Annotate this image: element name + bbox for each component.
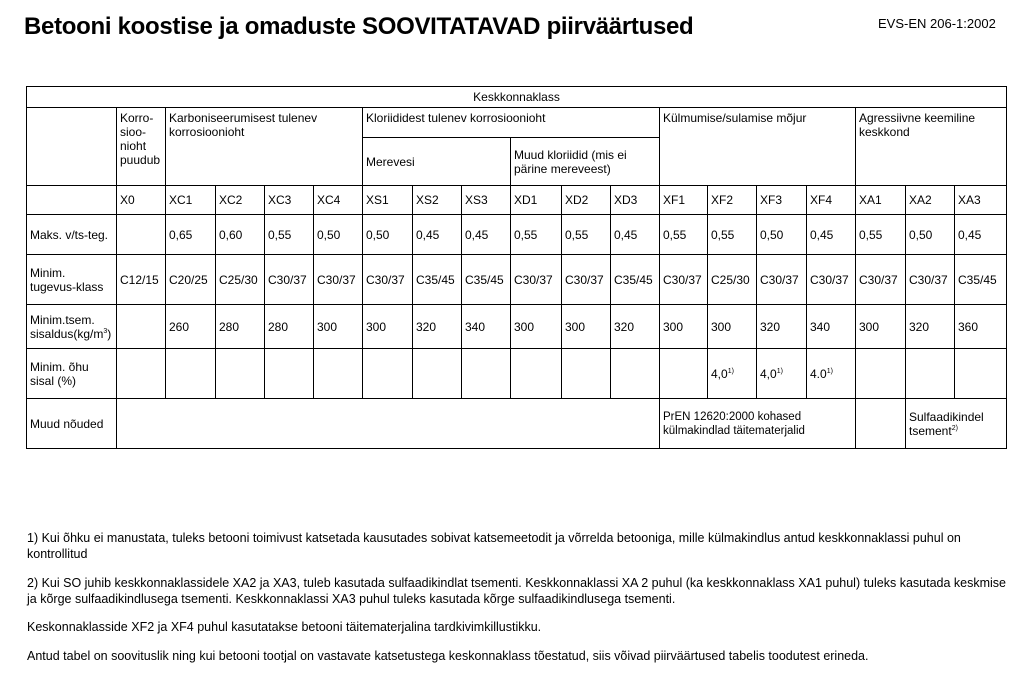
row-label-line: sisaldus(kg/m <box>30 326 104 341</box>
value-cell: 0,55 <box>660 215 708 255</box>
value-cell: 0,45 <box>807 215 856 255</box>
value-cell: 0,50 <box>363 215 413 255</box>
row-label-line: Minim. õhu <box>30 359 89 374</box>
value-cell: C30/37 <box>660 255 708 305</box>
value-cell: 300 <box>511 305 562 349</box>
value-cell: C35/45 <box>462 255 511 305</box>
other-requirements-row <box>27 399 1007 449</box>
code-cell: XA2 <box>906 186 955 215</box>
value-cell: 320 <box>413 305 462 349</box>
empty-cell <box>363 349 413 399</box>
value-cell: 300 <box>708 305 757 349</box>
row-label: Muud nõuded <box>27 399 117 449</box>
footnote-1: 1) Kui õhku ei manustata, tuleks betooni toimivust katsetada kausutades sobivat katsemeetodit ja võrrelda betooniga, mille külmakindlus antud keskkonnaklassi puhul on kontrollitud <box>27 531 961 561</box>
row-label-line: Minim.tsem. <box>30 312 95 327</box>
value-cell: 320 <box>906 305 955 349</box>
air-content-row <box>27 349 1007 399</box>
value-cell: 0,55 <box>265 215 314 255</box>
value-cell: 0,55 <box>856 215 906 255</box>
note-xf: Keskonnaklasside XF2 ja XF4 puhul kasutatakse betooni täitematerjalina tardkivimkillustikku. <box>27 620 542 634</box>
value-cell: 260 <box>166 305 216 349</box>
corner-cell <box>27 108 117 186</box>
empty-cell <box>856 399 906 449</box>
value-cell: C25/30 <box>216 255 265 305</box>
superscript: 3 <box>103 327 108 335</box>
codes-row <box>27 186 1007 215</box>
air-value: 4.0 <box>810 366 827 381</box>
requirement-line: külmakindlad täitematerjalid <box>663 424 805 437</box>
codes-label-cell <box>27 186 117 215</box>
value-cell: C30/37 <box>757 255 807 305</box>
wc-ratio-row <box>27 215 1007 255</box>
group-freeze-thaw: Külmumise/sulamise mõjur <box>660 108 856 186</box>
row-label <box>27 349 117 399</box>
value-cell: 0,50 <box>757 215 807 255</box>
code-cell: XA3 <box>955 186 1007 215</box>
value-cell: 0,50 <box>314 215 363 255</box>
value-cell: C30/37 <box>906 255 955 305</box>
code-cell: XC4 <box>314 186 363 215</box>
empty-cell <box>660 349 708 399</box>
footnotes <box>27 530 1007 664</box>
empty-cell <box>166 349 216 399</box>
empty-cell <box>511 349 562 399</box>
group-other-chlorides: Muud kloriidid (mis ei pärine mereveest) <box>511 138 660 186</box>
empty-cell <box>413 349 462 399</box>
group-aggressive: Agressiivne keemiline keskkond <box>856 108 1007 186</box>
code-cell: XF2 <box>708 186 757 215</box>
value-cell <box>708 349 757 399</box>
freeze-requirement-cell <box>660 399 856 449</box>
footnote-marker: 1) <box>727 367 734 375</box>
code-cell: XS3 <box>462 186 511 215</box>
value-cell: 300 <box>314 305 363 349</box>
code-cell: XD1 <box>511 186 562 215</box>
value-cell: 320 <box>611 305 660 349</box>
code-cell: XD3 <box>611 186 660 215</box>
value-cell: C30/37 <box>856 255 906 305</box>
value-cell: 360 <box>955 305 1007 349</box>
value-cell: C30/37 <box>363 255 413 305</box>
row-label: Maks. v/ts-teg. <box>27 215 117 255</box>
note-advisory: Antud tabel on soovituslik ning kui betooni tootjal on vastavate katsetustega keskonnaklass tõestatud, siis võivad piirväärtused tabelis toodutest erineda. <box>27 649 869 663</box>
value-cell: 0,55 <box>562 215 611 255</box>
empty-cell <box>265 349 314 399</box>
code-cell: XS2 <box>413 186 462 215</box>
value-cell: 300 <box>856 305 906 349</box>
value-cell: 300 <box>660 305 708 349</box>
strength-class-row <box>27 255 1007 305</box>
group-x0: Korro-sioo-nioht puudub <box>117 108 166 186</box>
value-cell: C30/37 <box>265 255 314 305</box>
footnote-2: 2) Kui SO juhib keskkonnaklassidele XA2 ja XA3, tuleb kasutada sulfaadikindlat tsementi. Keskkonnaklassi XA 2 puhul (ka keskkonnaklass XA1 puhul) tuleks kasutada keskmise ja kõrge sulfaadikindlusega tsementi. Keskkonnaklassi XA3 puhul tuleks kasutada kõrge sulfaadikindlusega tsementi. <box>27 576 1007 606</box>
code-cell: XF3 <box>757 186 807 215</box>
cement-content-row <box>27 305 1007 349</box>
row-label-line: tugevus-klass <box>30 279 104 294</box>
value-cell: C30/37 <box>807 255 856 305</box>
value-cell: 280 <box>216 305 265 349</box>
row-label-line: Minim. <box>30 265 66 280</box>
value-cell: 0,45 <box>413 215 462 255</box>
value-cell: C12/15 <box>117 255 166 305</box>
group-chloride: Kloriididest tulenev korrosioonioht <box>363 108 660 138</box>
value-cell <box>117 215 166 255</box>
value-cell <box>807 349 856 399</box>
air-value: 4,0 <box>711 366 728 381</box>
empty-cell <box>562 349 611 399</box>
code-cell: XA1 <box>856 186 906 215</box>
code-cell: XC3 <box>265 186 314 215</box>
empty-cell <box>955 349 1007 399</box>
code-cell: XF4 <box>807 186 856 215</box>
code-cell: XD2 <box>562 186 611 215</box>
limit-values-table <box>26 86 1007 449</box>
empty-cell <box>216 349 265 399</box>
requirement-line: PrEN 12620:2000 kohased <box>663 410 802 423</box>
value-cell: C30/37 <box>314 255 363 305</box>
value-cell: 340 <box>462 305 511 349</box>
empty-cell <box>611 349 660 399</box>
empty-cell <box>906 349 955 399</box>
value-cell: 0,45 <box>462 215 511 255</box>
empty-cell <box>314 349 363 399</box>
value-cell: 0,55 <box>511 215 562 255</box>
row-label <box>27 305 117 349</box>
value-cell: C25/30 <box>708 255 757 305</box>
value-cell: 300 <box>562 305 611 349</box>
row-label-line: sisal (%) <box>30 373 77 388</box>
empty-cell <box>117 349 166 399</box>
sulfate-requirement-cell <box>906 399 1007 449</box>
value-cell: 0,50 <box>906 215 955 255</box>
value-cell: C30/37 <box>562 255 611 305</box>
value-cell: C20/25 <box>166 255 216 305</box>
value-cell: 0,60 <box>216 215 265 255</box>
requirement-line: tsement <box>909 423 952 438</box>
footnote-marker: 1) <box>776 367 783 375</box>
value-cell: 280 <box>265 305 314 349</box>
value-cell: C30/37 <box>511 255 562 305</box>
code-cell: X0 <box>117 186 166 215</box>
air-value: 4,0 <box>760 366 777 381</box>
value-cell: 300 <box>363 305 413 349</box>
row-label <box>27 255 117 305</box>
value-cell: C35/45 <box>413 255 462 305</box>
environment-class-header: Keskkonnaklass <box>27 87 1007 108</box>
code-cell: XF1 <box>660 186 708 215</box>
page-title: Betooni koostise ja omaduste SOOVITATAVAD piirväärtused <box>24 13 694 40</box>
requirement-line: Sulfaadikindel <box>909 409 984 424</box>
group-seawater: Merevesi <box>363 138 511 186</box>
group-carbonation: Karboniseerumisest tulenev korrosioonioht <box>166 108 363 186</box>
code-cell: XC2 <box>216 186 265 215</box>
value-cell: 340 <box>807 305 856 349</box>
value-cell <box>757 349 807 399</box>
value-cell: C35/45 <box>611 255 660 305</box>
empty-cell <box>462 349 511 399</box>
empty-cell <box>117 399 660 449</box>
value-cell: 0,45 <box>611 215 660 255</box>
value-cell: 0,65 <box>166 215 216 255</box>
value-cell: 0,55 <box>708 215 757 255</box>
value-cell: 320 <box>757 305 807 349</box>
value-cell <box>117 305 166 349</box>
row-label-line: ) <box>107 326 112 341</box>
code-cell: XC1 <box>166 186 216 215</box>
value-cell: C35/45 <box>955 255 1007 305</box>
footnote-marker: 2) <box>951 424 958 432</box>
value-cell: 0,45 <box>955 215 1007 255</box>
code-cell: XS1 <box>363 186 413 215</box>
footnote-marker: 1) <box>826 367 833 375</box>
standard-reference: EVS-EN 206-1:2002 <box>878 16 996 31</box>
empty-cell <box>856 349 906 399</box>
